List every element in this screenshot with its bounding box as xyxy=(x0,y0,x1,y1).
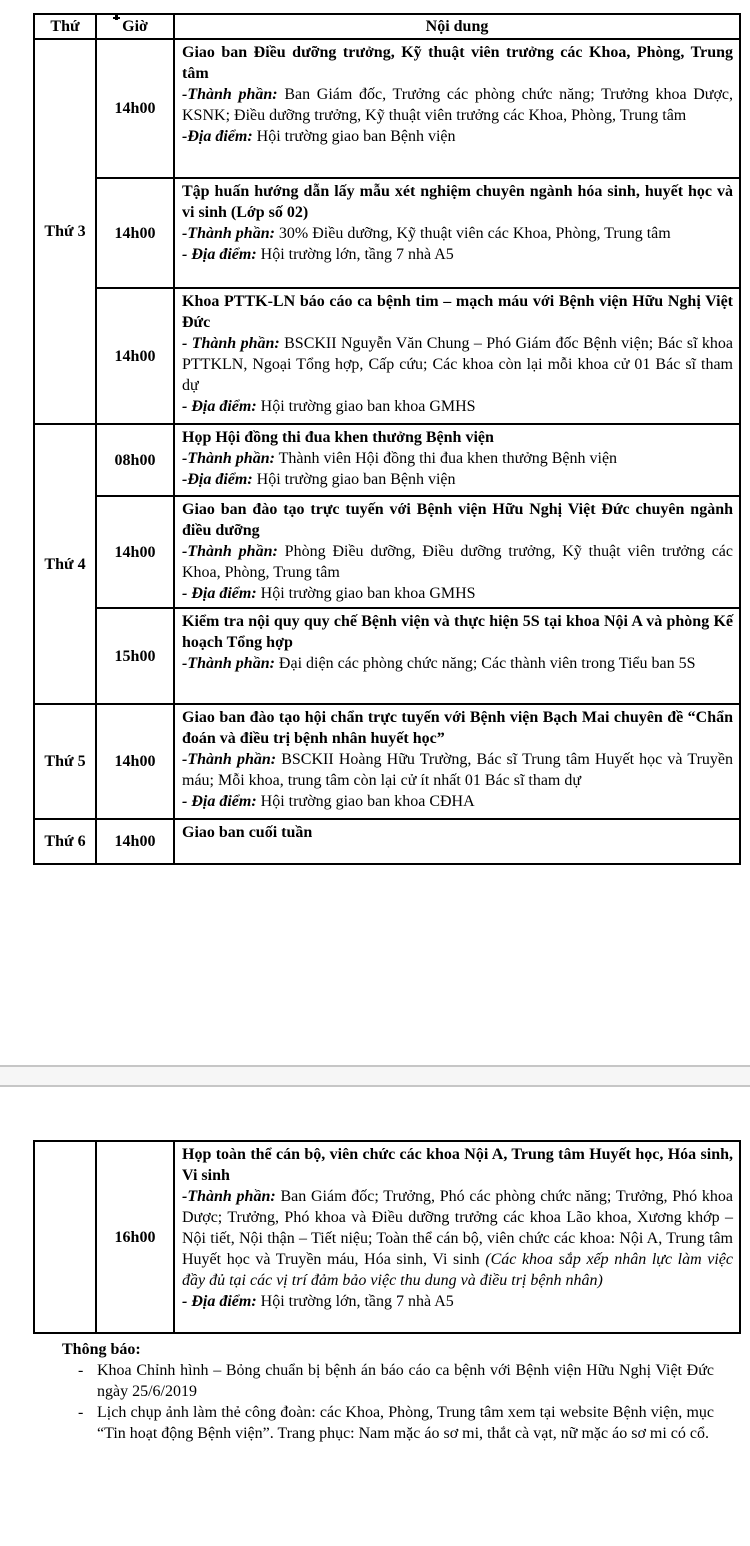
participants-line xyxy=(182,84,733,126)
location-label: - Địa điểm: xyxy=(182,398,257,415)
time-cell: 14h00 xyxy=(96,39,174,178)
participants-text: 30% Điều dưỡng, Kỹ thuật viên các Khoa, Phòng, Trung tâm xyxy=(278,225,671,242)
table-row xyxy=(34,819,740,864)
table-row xyxy=(34,704,740,819)
notices-heading: Thông báo: xyxy=(62,1341,141,1358)
location-text: Hội trường giao ban khoa GMHS xyxy=(260,398,476,415)
day-cell-thu5: Thứ 5 xyxy=(34,704,96,819)
time-cell: 15h00 xyxy=(96,608,174,704)
cropped-text-artifact xyxy=(115,13,118,20)
time-cell: 14h00 xyxy=(96,496,174,608)
content-cell xyxy=(174,39,740,178)
time-cell: 14h00 xyxy=(96,819,174,864)
location-text: Hội trường giao ban khoa CĐHA xyxy=(260,793,475,810)
time-cell: 14h00 xyxy=(96,704,174,819)
location-label: -Địa điểm: xyxy=(182,128,253,145)
participants-text: Đại diện các phòng chức năng; Các thành viên trong Tiểu ban 5S xyxy=(278,655,696,672)
participants-label: -Thành phần: xyxy=(182,450,275,467)
location-line xyxy=(182,583,733,604)
time-cell: 14h00 xyxy=(96,178,174,288)
event-title: Giao ban cuối tuần xyxy=(182,824,313,841)
participants-line xyxy=(182,448,733,469)
participants-text: Phòng Điều dưỡng, Điều dưỡng trưởng, Kỹ thuật viên trưởng các Khoa, Phòng, Trung tâm xyxy=(182,543,733,581)
day-cell-empty xyxy=(34,1141,96,1333)
participants-line xyxy=(182,541,733,583)
participants-line xyxy=(182,333,733,396)
col-header-day: Thứ xyxy=(34,14,96,39)
content-cell xyxy=(174,424,740,496)
notice-item xyxy=(62,1360,714,1402)
content-cell xyxy=(174,496,740,608)
participants-note: (Các khoa sắp xếp nhân lực làm việc đầy đủ tại các vị trí đảm bảo việc thu dung và điều trị bệnh nhân) xyxy=(182,1251,734,1289)
location-line xyxy=(182,791,733,812)
location-label: -Địa điểm: xyxy=(182,471,253,488)
document-page xyxy=(0,13,750,1546)
table-row xyxy=(34,608,740,704)
participants-label: -Thành phần: xyxy=(182,86,278,103)
location-line xyxy=(182,126,733,147)
event-title: Kiểm tra nội quy quy chế Bệnh viện và thực hiện 5S tại khoa Nội A và phòng Kế hoạch Tổng hợp xyxy=(182,613,733,651)
participants-label: -Thành phần: xyxy=(182,543,278,560)
location-label: - Địa điểm: xyxy=(182,793,257,810)
event-title: Họp Hội đồng thi đua khen thưởng Bệnh viện xyxy=(182,429,494,446)
table-row xyxy=(34,178,740,288)
time-cell: 16h00 xyxy=(96,1141,174,1333)
location-line xyxy=(182,469,733,490)
table-row xyxy=(34,288,740,424)
table-row xyxy=(34,424,740,496)
table-row xyxy=(34,39,740,178)
participants-label: -Thành phần: xyxy=(182,1188,276,1205)
bullet-dash: - xyxy=(78,1404,84,1421)
event-title: Giao ban đào tạo hội chẩn trực tuyến với Bệnh viện Bạch Mai chuyên đề “Chẩn đoán và điều trị bệnh nhân huyết học” xyxy=(182,709,733,747)
location-text: Hội trường lớn, tầng 7 nhà A5 xyxy=(260,246,454,263)
location-label: - Địa điểm: xyxy=(182,1293,257,1310)
participants-label: - Thành phần: xyxy=(182,335,280,352)
location-text: Hội trường giao ban Bệnh viện xyxy=(256,471,456,488)
location-text: Hội trường lớn, tầng 7 nhà A5 xyxy=(260,1293,454,1310)
event-title: Tập huấn hướng dẫn lấy mẫu xét nghiệm chuyên ngành hóa sinh, huyết học và vi sinh (Lớp số 02) xyxy=(182,183,733,221)
content-cell xyxy=(174,1141,740,1333)
location-label: - Địa điểm: xyxy=(182,585,257,602)
participants-label: -Thành phần: xyxy=(182,751,277,768)
day-cell-thu3: Thứ 3 xyxy=(34,39,96,424)
location-text: Hội trường giao ban Bệnh viện xyxy=(256,128,456,145)
notice-text: Khoa Chỉnh hình – Bỏng chuẩn bị bệnh án báo cáo ca bệnh với Bệnh viện Hữu Nghị Việt Đức ngày 25/6/2019 xyxy=(97,1362,714,1400)
content-cell xyxy=(174,288,740,424)
day-cell-thu4: Thứ 4 xyxy=(34,424,96,704)
location-label: - Địa điểm: xyxy=(182,246,257,263)
participants-label: -Thành phần: xyxy=(182,225,275,242)
location-line xyxy=(182,244,733,265)
event-title: Họp toàn thể cán bộ, viên chức các khoa Nội A, Trung tâm Huyết học, Hóa sinh, Vi sinh xyxy=(182,1146,733,1184)
participants-label: -Thành phần: xyxy=(182,655,275,672)
page-break-band xyxy=(0,1065,750,1087)
location-line xyxy=(182,1291,733,1312)
notices-section xyxy=(62,1339,714,1444)
continued-schedule-table xyxy=(33,1140,741,1334)
participants-text: Ban Giám đốc, Trưởng các phòng chức năng; Trưởng khoa Dược, KSNK; Điều dưỡng trưởng, Kỹ thuật viên trưởng các Khoa, Phòng, Trung tâm xyxy=(182,86,734,124)
table-row xyxy=(34,496,740,608)
notice-text: Lịch chụp ảnh làm thẻ công đoàn: các Khoa, Phòng, Trung tâm xem tại website Bệnh viện, mục “Tin hoạt động Bệnh viện”. Trang phục: Nam mặc áo sơ mi, thắt cà vạt, nữ mặc áo sơ mi có cổ. xyxy=(97,1404,714,1442)
bullet-dash: - xyxy=(78,1362,84,1379)
content-cell xyxy=(174,608,740,704)
participants-line xyxy=(182,1186,733,1291)
event-title: Khoa PTTK-LN báo cáo ca bệnh tim – mạch máu với Bệnh viện Hữu Nghị Việt Đức xyxy=(182,293,733,331)
participants-text: BSCKII Nguyễn Văn Chung – Phó Giám đốc Bệnh viện; Bác sĩ khoa PTTKLN, Ngoại Tổng hợp, Cấp cứu; Các khoa còn lại mỗi khoa cử 01 Bác sĩ tham dự xyxy=(182,335,734,394)
participants-text: Ban Giám đốc; Trưởng, Phó các phòng chức năng; Trưởng, Phó khoa Dược; Trưởng, Phó khoa và Điều dưỡng trưởng các khoa Lão khoa, Xương khớp – Nội tiết, Nội thận – Tiết niệu; Toàn thể cán bộ, viên chức các khoa: Nội A, Trung tâm Huyết học và Truyền máu, Hóa sinh, Vi sinh xyxy=(182,1188,734,1268)
time-cell: 08h00 xyxy=(96,424,174,496)
header-row xyxy=(34,14,740,39)
time-cell: 14h00 xyxy=(96,288,174,424)
participants-line xyxy=(182,749,733,791)
content-cell xyxy=(174,704,740,819)
col-header-time: Giờ xyxy=(96,14,174,39)
event-title: Giao ban đào tạo trực tuyến với Bệnh viện Hữu Nghị Việt Đức chuyên ngành điều dưỡng xyxy=(182,501,733,539)
col-header-content: Nội dung xyxy=(174,14,740,39)
event-title: Giao ban Điều dưỡng trưởng, Kỹ thuật viên trưởng các Khoa, Phòng, Trung tâm xyxy=(182,44,733,82)
location-text: Hội trường giao ban khoa GMHS xyxy=(260,585,476,602)
day-cell-thu6: Thứ 6 xyxy=(34,819,96,864)
content-cell xyxy=(174,819,740,864)
location-line xyxy=(182,396,733,417)
participants-line xyxy=(182,223,733,244)
participants-line xyxy=(182,653,733,674)
weekly-schedule-table xyxy=(33,13,741,865)
participants-text: BSCKII Hoàng Hữu Trường, Bác sĩ Trung tâm Huyết học và Truyền máu; Mỗi khoa, trung tâm còn lại cử ít nhất 01 Bác sĩ tham dự xyxy=(182,751,734,789)
content-cell xyxy=(174,178,740,288)
notice-item xyxy=(62,1402,714,1444)
table-row xyxy=(34,1141,740,1333)
participants-text: Thành viên Hội đồng thi đua khen thưởng Bệnh viện xyxy=(278,450,618,467)
